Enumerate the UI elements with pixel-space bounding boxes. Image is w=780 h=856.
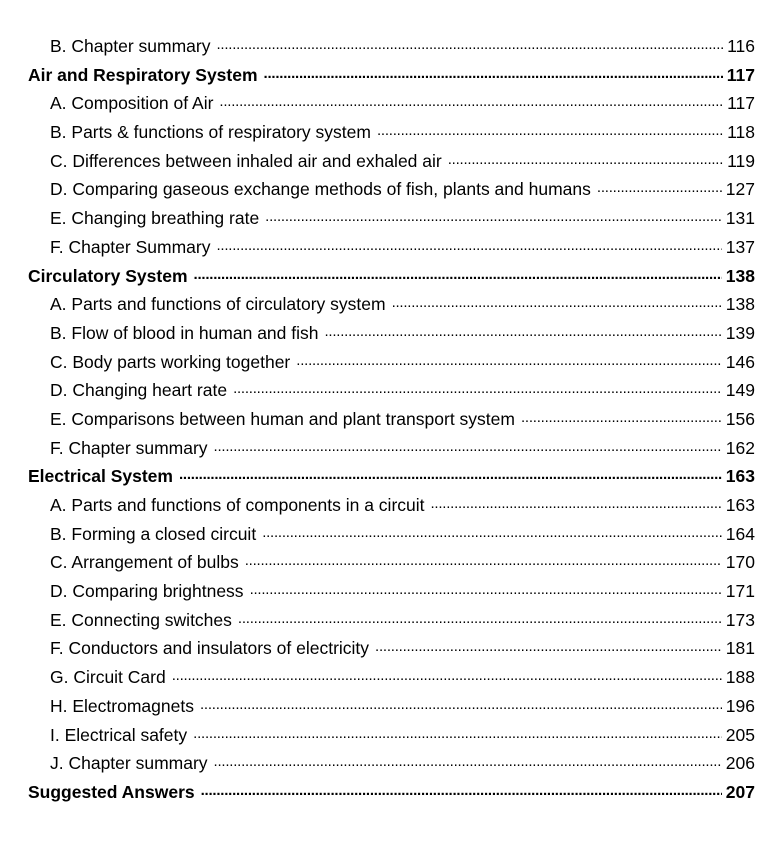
toc-entry-switches[interactable] xyxy=(0,606,780,635)
toc-entry-closed-circuit[interactable] xyxy=(0,520,780,549)
dot-leader xyxy=(262,522,722,540)
toc-entry-label: D. Comparing brightness xyxy=(50,581,244,602)
toc-page-number: 173 xyxy=(725,609,755,630)
dot-leader xyxy=(193,723,722,741)
toc-entry-electromagnets[interactable] xyxy=(0,692,780,721)
toc-entry-circulatory-parts[interactable] xyxy=(0,290,780,319)
toc-entry-blood-flow[interactable] xyxy=(0,319,780,348)
dot-leader xyxy=(200,694,722,712)
dot-leader xyxy=(179,465,722,483)
dot-leader xyxy=(233,379,722,397)
toc-entry-circuit-card[interactable] xyxy=(0,663,780,692)
toc-entry-brightness[interactable] xyxy=(0,577,780,606)
toc-chapter-suggested-answers[interactable] xyxy=(0,778,780,807)
toc-entry-breathing-rate[interactable] xyxy=(0,204,780,233)
toc-page-number: 162 xyxy=(725,437,755,458)
toc-entry-label: A. Parts and functions of components in a circuit xyxy=(50,495,425,515)
toc-entry-label: J. Chapter summary xyxy=(50,753,208,774)
toc-entry-respiratory-parts[interactable] xyxy=(0,118,780,147)
toc-chapter-label: Air and Respiratory System xyxy=(28,64,258,85)
toc-entry-chapter-summary[interactable] xyxy=(0,749,780,778)
toc-entry-chapter-summary[interactable] xyxy=(0,434,780,463)
dot-leader xyxy=(216,35,723,53)
toc-entry-label: D. Comparing gaseous exchange methods of fish, plants and humans xyxy=(50,179,591,200)
toc-page-number: 117 xyxy=(726,64,755,85)
toc-page-number: 170 xyxy=(725,552,755,573)
toc-chapter-label: Electrical System xyxy=(28,466,173,487)
toc-entry-heart-rate[interactable] xyxy=(0,376,780,405)
dot-leader xyxy=(521,407,722,425)
dot-leader xyxy=(296,350,722,368)
dot-leader xyxy=(216,235,721,253)
toc-page-number: 131 xyxy=(725,208,755,229)
toc-entry-label: I. Electrical safety xyxy=(50,724,188,745)
toc-entry-label: E. Comparisons between human and plant transport system xyxy=(50,408,515,429)
dot-leader xyxy=(325,321,722,339)
toc-page-number: 127 xyxy=(725,179,755,200)
dot-leader xyxy=(214,752,722,770)
toc-page-number: 196 xyxy=(725,695,755,716)
toc-entry-label: E. Connecting switches xyxy=(50,609,232,630)
dot-leader xyxy=(597,178,722,196)
dot-leader xyxy=(377,121,723,139)
toc-entry-label: C. Body parts working together xyxy=(50,351,291,372)
toc-page-number: 149 xyxy=(725,380,755,401)
toc-entry-conductors-insulators[interactable] xyxy=(0,634,780,663)
toc-entry-label: C. Differences between inhaled air and exhaled air xyxy=(50,150,442,171)
toc-chapter-label: Circulatory System xyxy=(28,265,188,286)
toc-entry-label: D. Changing heart rate xyxy=(50,380,228,401)
dot-leader xyxy=(219,92,723,110)
toc-entry-label: B. Flow of blood in human and fish xyxy=(50,322,319,343)
toc-entry-label: F. Chapter Summary xyxy=(50,236,211,257)
toc-entry-chapter-summary[interactable] xyxy=(0,233,780,262)
dot-leader xyxy=(214,436,722,454)
toc-page-number: 207 xyxy=(725,781,755,802)
toc-entry-label: G. Circuit Card xyxy=(50,667,166,688)
dot-leader xyxy=(238,608,722,626)
toc-chapter-electrical-system[interactable] xyxy=(0,462,780,491)
dot-leader xyxy=(265,207,722,225)
dot-leader xyxy=(245,551,722,569)
toc-page-number: 118 xyxy=(727,122,755,143)
toc-entry-label: A. Composition of Air xyxy=(50,93,214,114)
toc-page-number: 138 xyxy=(725,294,755,315)
toc-page-number: 139 xyxy=(725,322,755,343)
toc-entry-label: A. Parts and functions of circulatory system xyxy=(50,294,386,315)
dot-leader xyxy=(264,63,723,81)
toc-page-number: 164 xyxy=(725,523,755,544)
dot-leader xyxy=(250,580,722,598)
toc-page-number: 116 xyxy=(727,36,755,56)
toc-entry-circuit-components[interactable] xyxy=(0,491,780,520)
toc-page-number: 138 xyxy=(725,265,755,286)
toc-entry-bulb-arrangement[interactable] xyxy=(0,548,780,577)
dot-leader xyxy=(431,494,722,512)
toc-entry-composition-of-air[interactable] xyxy=(0,89,780,118)
toc-page-number: 163 xyxy=(725,466,755,487)
toc-entry-label: F. Chapter summary xyxy=(50,437,208,458)
toc-entry-label: B. Chapter summary xyxy=(50,36,211,56)
toc-page-number: 119 xyxy=(727,150,755,171)
toc-entry-gaseous-exchange[interactable] xyxy=(0,175,780,204)
dot-leader xyxy=(392,293,722,311)
toc-entry-label: F. Conductors and insulators of electricity xyxy=(50,638,370,659)
toc-page-number: 188 xyxy=(725,667,755,688)
toc-page-number: 156 xyxy=(725,408,755,429)
toc-chapter-air-respiratory-system[interactable] xyxy=(0,61,780,90)
toc-entry-label: B. Forming a closed circuit xyxy=(50,523,257,544)
toc-page-number: 137 xyxy=(725,236,755,257)
dot-leader xyxy=(194,264,722,282)
dot-leader xyxy=(172,666,722,684)
dot-leader xyxy=(201,780,722,798)
toc-page-number: 163 xyxy=(725,495,755,515)
toc-page-number: 206 xyxy=(725,753,755,774)
toc-chapter-circulatory-system[interactable] xyxy=(0,262,780,291)
toc-page-number: 146 xyxy=(725,351,755,372)
toc-page-number: 117 xyxy=(727,93,755,114)
toc-page-number: 171 xyxy=(725,581,755,602)
toc-entry-electrical-safety[interactable] xyxy=(0,721,780,750)
toc-entry-inhaled-exhaled-air[interactable] xyxy=(0,147,780,176)
toc-page-number: 205 xyxy=(725,724,755,745)
toc-entry-body-parts[interactable] xyxy=(0,348,780,377)
dot-leader xyxy=(448,149,723,167)
toc-page-number: 181 xyxy=(725,638,755,659)
toc-entry-chapter-summary[interactable] xyxy=(0,32,780,61)
toc-entry-label: C. Arrangement of bulbs xyxy=(50,552,239,573)
toc-entry-transport-comparison[interactable] xyxy=(0,405,780,434)
toc-entry-label: E. Changing breathing rate xyxy=(50,208,260,229)
toc-chapter-label: Suggested Answers xyxy=(28,781,195,802)
toc-entry-label: B. Parts & functions of respiratory system xyxy=(50,122,371,143)
toc-entry-label: H. Electromagnets xyxy=(50,695,194,716)
dot-leader xyxy=(375,637,722,655)
